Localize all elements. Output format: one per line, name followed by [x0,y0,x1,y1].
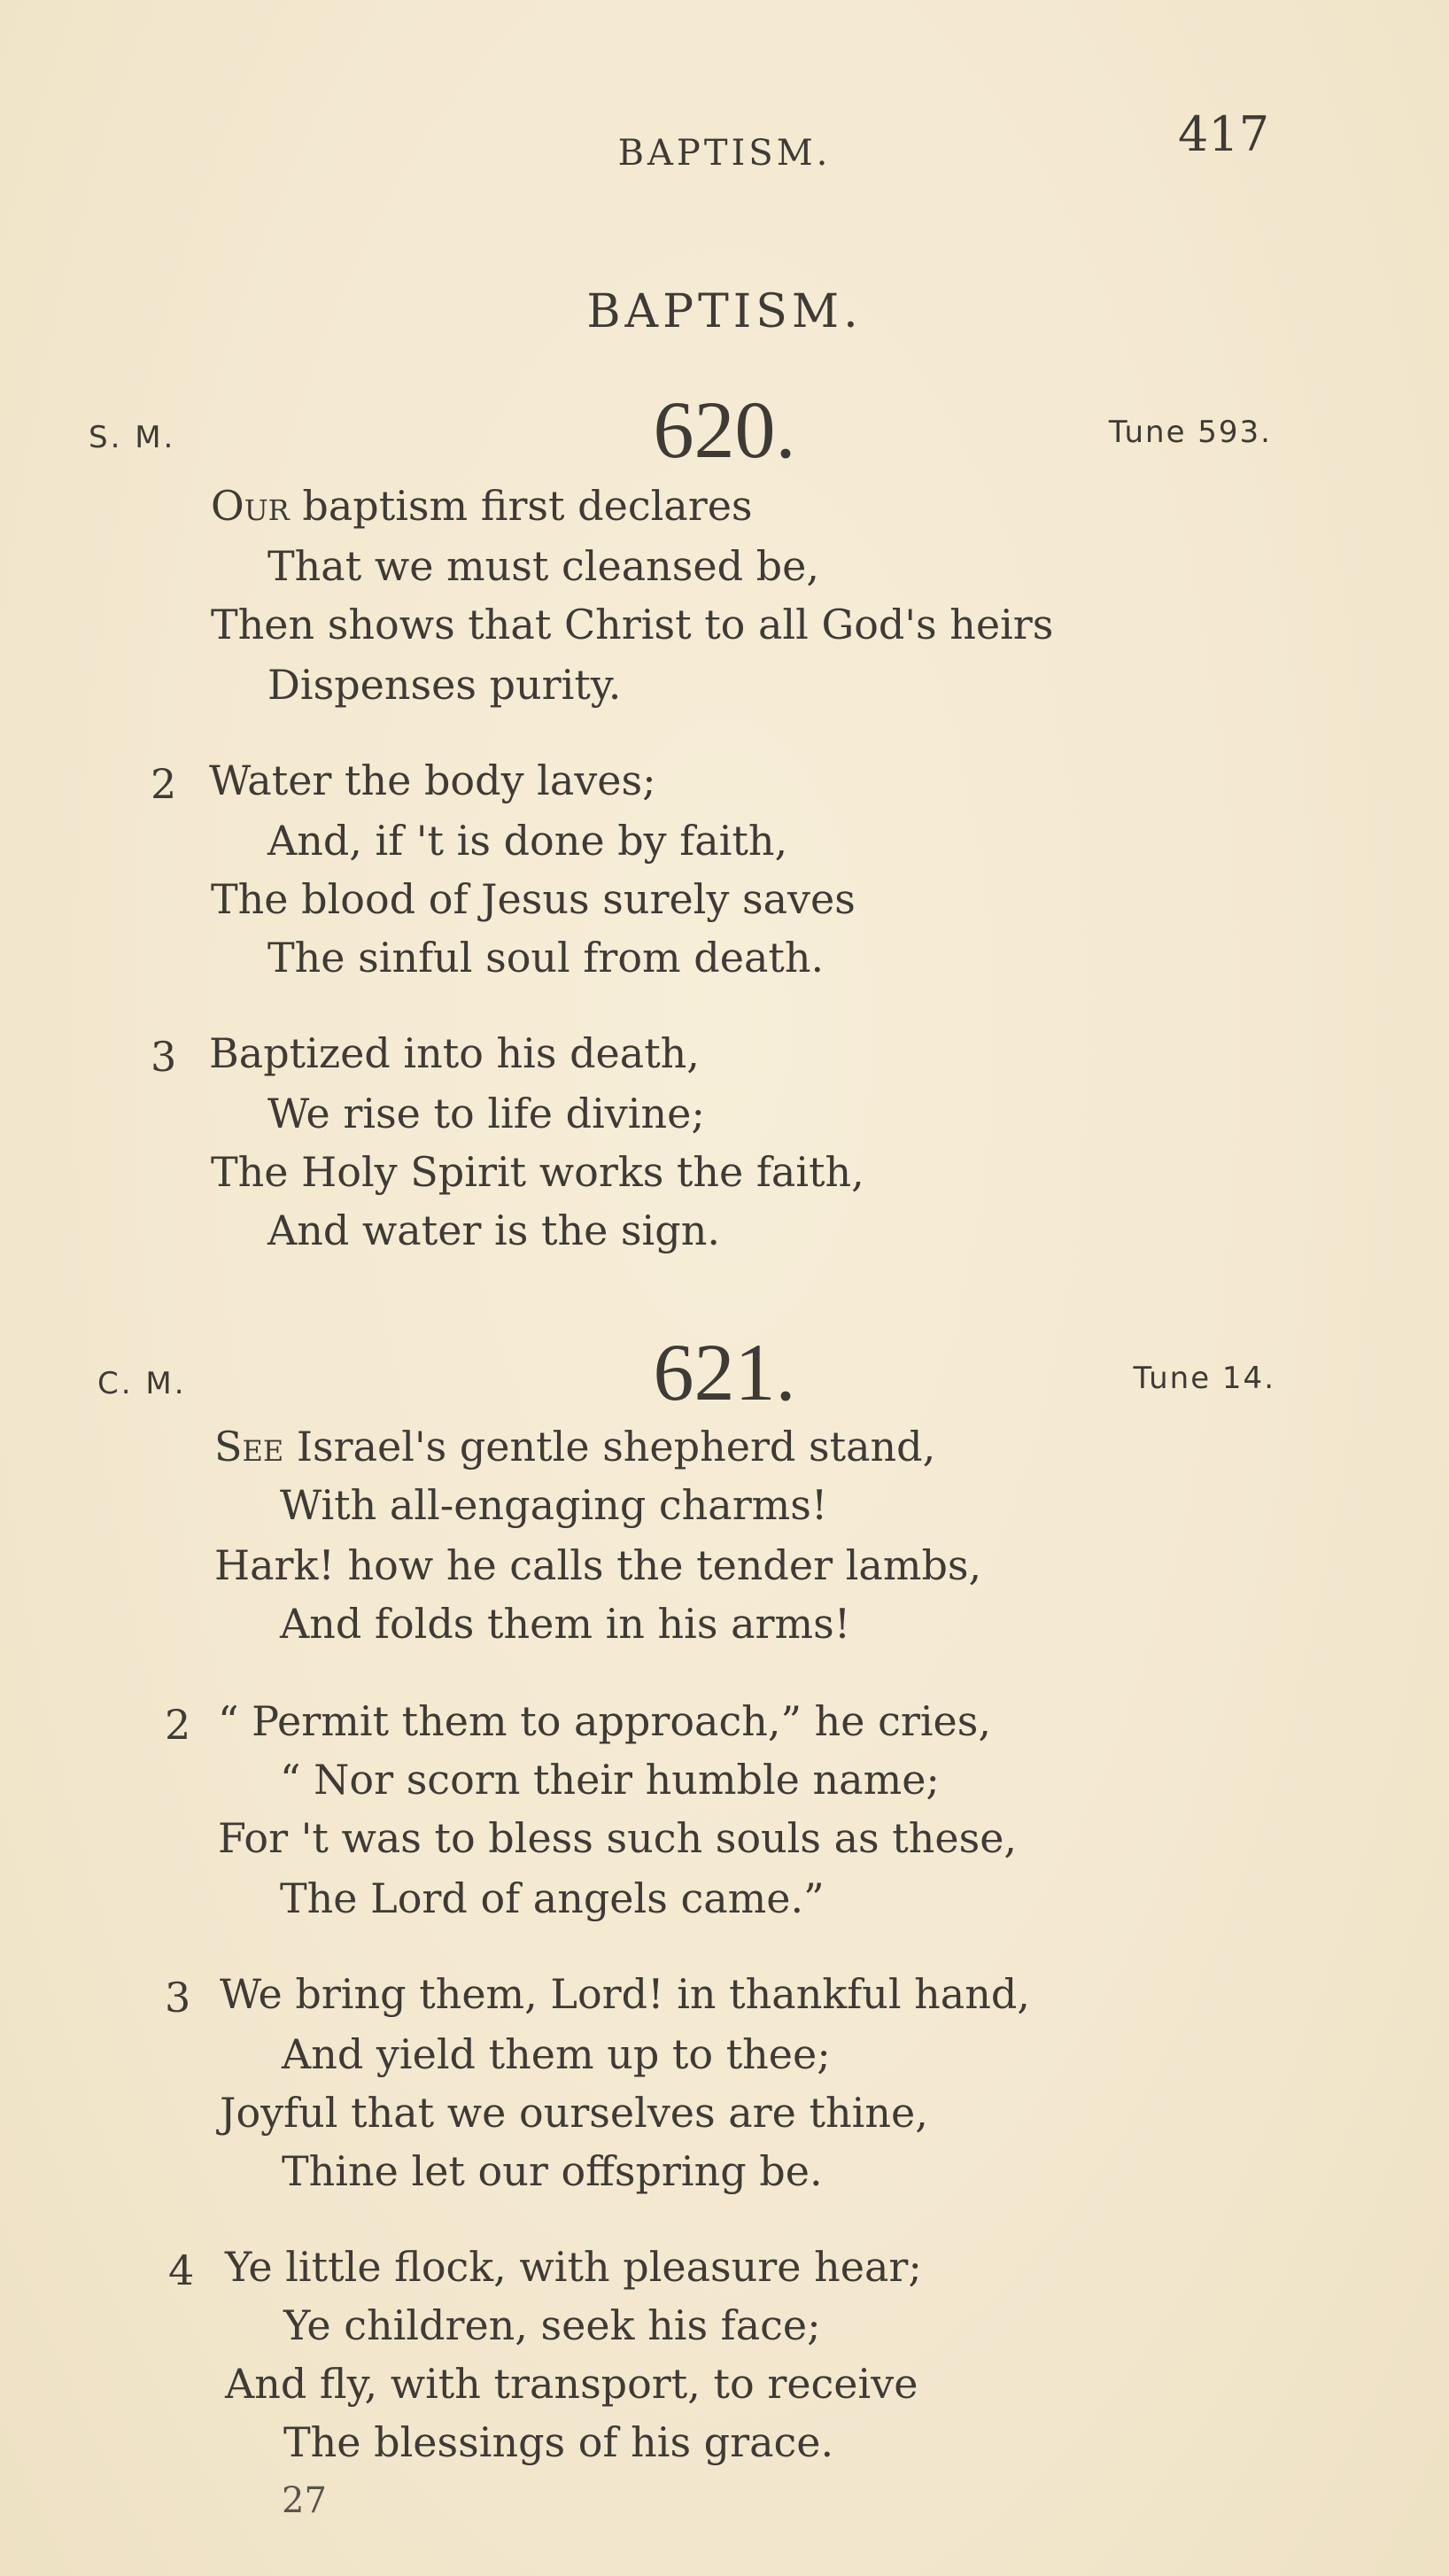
hymn-621-stanza-3-line-4: Thine let our offspring be. [282,2147,823,2195]
hymn-621-stanza-4-line-2: Ye children, seek his face; [283,2301,821,2349]
page-number: 417 [1178,106,1270,162]
hymn-621-stanza-1-line-4: And folds them in his arms! [280,1600,851,1648]
hymn-620-number: 620. [653,384,796,475]
hymn-621-number: 621. [653,1327,796,1417]
hymn-621-stanza-4-line-3: And fly, with transport, to receive [225,2360,918,2408]
hymn-620-stanza-1-line-4: Dispenses purity. [267,661,622,709]
hymn-621-stanza-4-number: 4 [168,2246,195,2294]
hymn-621-tune: Tune 14. [1133,1361,1275,1396]
hymn-620-stanza-3-number: 3 [151,1033,177,1081]
hymn-620-stanza-3-line-3: The Holy Spirit works the faith, [211,1148,864,1196]
hymn-621-stanza-4-line-4: The blessings of his grace. [283,2418,834,2466]
signature-mark: 27 [282,2480,327,2521]
hymn-620-stanza-1-line-3: Then shows that Christ to all God's heirs [211,601,1054,648]
hymn-621-stanza-3-line-3: Joyful that we ourselves are thine, [220,2089,928,2137]
hymn-621-stanza-4-line-1: Ye little flock, with pleasure hear; [225,2243,922,2291]
hymn-621-stanza-2-line-2: “ Nor scorn their humble name; [280,1756,940,1804]
hymn-621-first-word: See [214,1423,284,1470]
hymn-621-stanza-1-line-2: With all-engaging charms! [280,1481,828,1529]
hymn-621-stanza-3-line-1: We bring them, Lord! in thankful hand, [220,1970,1030,2018]
hymn-620-stanza-1-line-2: That we must cleansed be, [267,542,819,590]
hymn-620-stanza-2-number: 2 [151,760,177,808]
hymn-621-stanza-1-line-1 [214,1423,936,1470]
hymn-620-first-word: Our [211,482,290,530]
hymn-621-stanza-1-line-3: Hark! how he calls the tender lambs, [214,1541,982,1589]
hymn-621-stanza-2-line-4: The Lord of angels came.” [280,1874,825,1922]
hymn-620-meter: S. M. [89,420,176,455]
hymn-620-first-line-rest: baptism first declares [289,482,753,530]
hymn-621-stanza-2-number: 2 [165,1701,191,1749]
hymn-621-stanza-3-number: 3 [165,1974,191,2021]
hymn-620-stanza-2-line-4: The sinful soul from death. [267,934,825,982]
hymn-620-stanza-2-line-3: The blood of Jesus surely saves [211,875,856,923]
hymn-620-stanza-2-line-1: Water the body laves; [209,757,656,804]
hymn-621-stanza-3-line-2: And yield them up to thee; [282,2030,831,2078]
hymn-621-stanza-2-line-1: “ Permit them to approach,” he cries, [218,1697,992,1745]
hymn-620-tune: Tune 593. [1108,415,1272,450]
running-head: BAPTISM. [617,133,832,174]
hymn-620-stanza-3-line-1: Baptized into his death, [209,1029,700,1077]
hymn-620-stanza-3-line-4: And water is the sign. [267,1207,720,1254]
hymn-621-stanza-2-line-3: For 't was to bless such souls as these, [218,1814,1018,1862]
hymn-620-stanza-3-line-2: We rise to life divine; [267,1090,705,1137]
hymn-621-meter: C. M. [97,1366,187,1401]
hymn-620-stanza-2-line-2: And, if 't is done by faith, [267,817,788,865]
hymn-620-stanza-1-line-1 [211,482,753,530]
section-title: BAPTISM. [586,285,863,338]
hymn-621-first-line-rest: Israel's gentle shepherd stand, [283,1423,936,1470]
